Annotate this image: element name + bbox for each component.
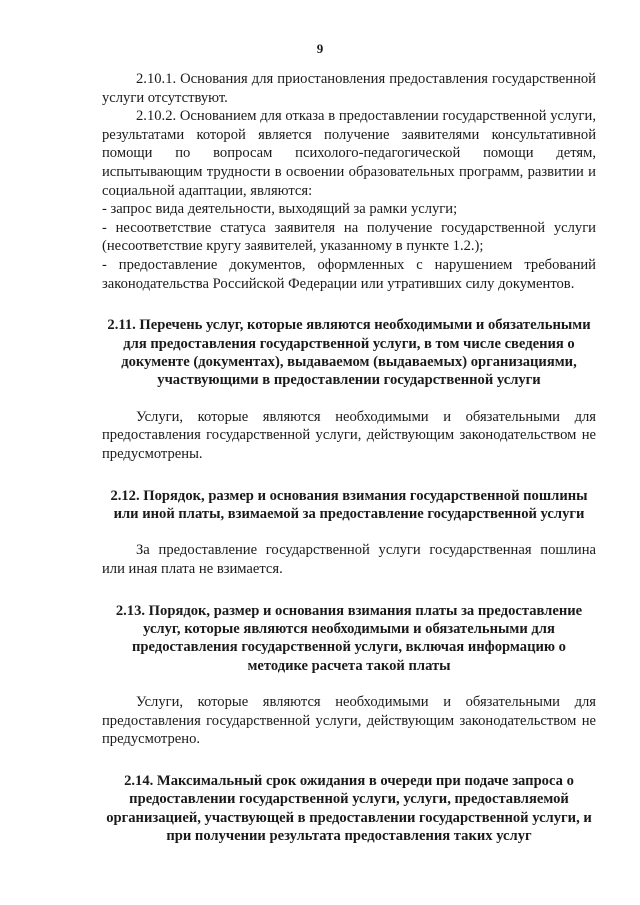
paragraph-2-11: Услуги, которые являются необходимыми и обязательными для предоставления государственной услуги, действующим законодательством не предусмотрены. — [102, 408, 596, 462]
section-heading-2-13: 2.13. Порядок, размер и основания взимания платы за предоставление услуг, которые являются необходимыми и обязательными для предоставления государственной услуги, включая информацию о методике расчета такой платы — [115, 602, 583, 674]
list-item: - несоответствие статуса заявителя на получение государственной услуги (несоответствие кругу заявителей, указанному в пункте 1.2.); — [102, 219, 596, 255]
document-body — [102, 70, 596, 846]
section-heading-2-14: 2.14. Максимальный срок ожидания в очереди при подаче запроса о предоставлении государственной услуги, услуги, предоставляемой организацией, участвующей в предоставлении государственной услуги, и при получении результата предоставления таких услуг — [106, 772, 592, 845]
page-number: 9 — [316, 41, 324, 56]
paragraph-2-13: Услуги, которые являются необходимыми и обязательными для предоставления государственной услуги, действующим законодательством не предусмотрено. — [102, 694, 596, 748]
paragraph-2-12: За предоставление государственной услуги государственная пошлина или иная плата не взимается. — [102, 542, 596, 577]
list-item: - предоставление документов, оформленных с нарушением требований законодательства Российской Федерации или утративших силу документов. — [102, 256, 596, 292]
section-heading-2-11: 2.11. Перечень услуг, которые являются необходимыми и обязательными для предоставления государственной услуги, в том числе сведения о документе (документах), выдаваемом (выдаваемых) организациями, участвующими в предоставлении государственной услуги — [107, 317, 591, 389]
list-item: - запрос вида деятельности, выходящий за рамки услуги; — [102, 201, 458, 218]
paragraph-2-10-1: 2.10.1. Основания для приостановления предоставления государственной услуги отсутствуют. — [102, 71, 596, 106]
paragraph-2-10-2: 2.10.2. Основанием для отказа в предоставлении государственной услуги, результатами которой является получение заявителями консультативной помощи по вопросам психолого-педагогической помощи детям, испытывающим трудности в освоении образовательных программ, развитии и социальной адаптации, являются: — [102, 108, 596, 199]
section-heading-2-12: 2.12. Порядок, размер и основания взимания государственной пошлины или иной платы, взимаемой за предоставление государственной услуги — [110, 487, 588, 522]
